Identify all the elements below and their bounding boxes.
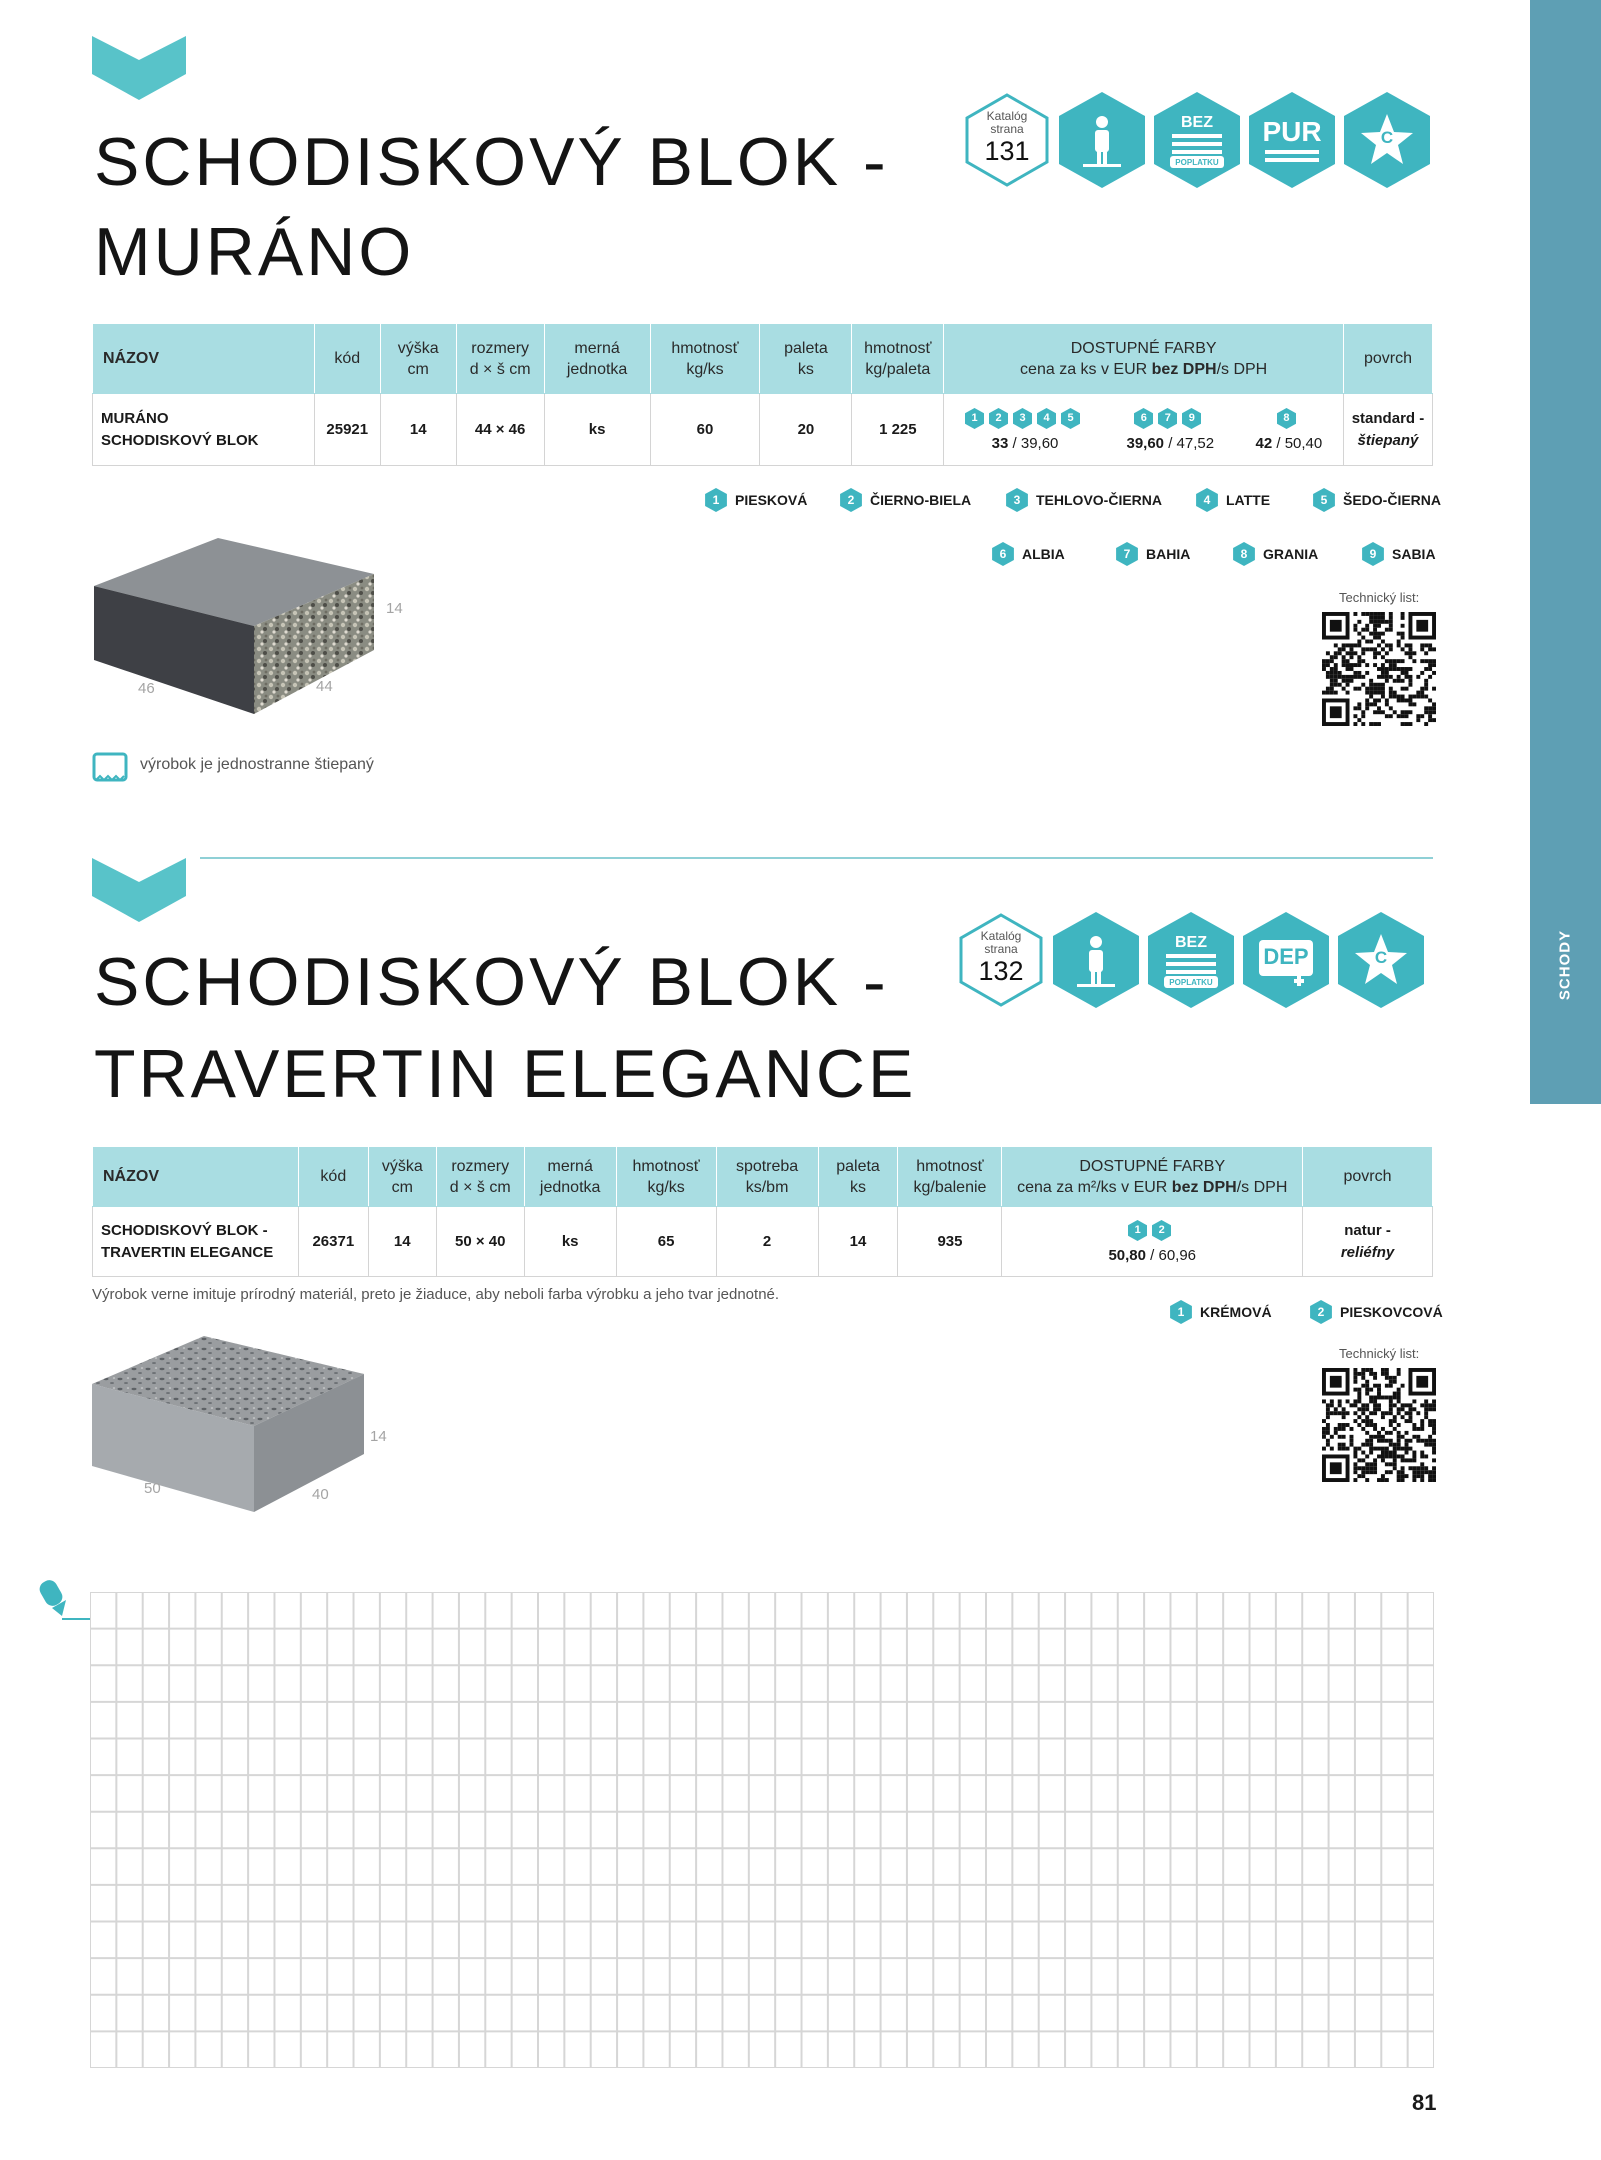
cell-hmotnost: 60 [650,394,760,466]
col-nazov: NÁZOV [93,324,315,394]
table-row [93,394,1433,466]
col-hmotnost-paleta: hmotnosť kg/paleta [852,324,944,394]
color-legend-item [1310,1300,1443,1324]
chevron-down-icon [92,858,186,922]
color-number-badge: 1 [1170,1300,1192,1324]
color-number-badge: 5 [1313,488,1335,512]
dim-length: 50 [144,1480,161,1497]
product2-title-line1: SCHODISKOVÝ BLOK - [94,944,889,1020]
color-number-badge: 1 [1128,1220,1147,1241]
cell-rozmery: 44 × 46 [456,394,544,466]
color-number-badge: 2 [1310,1300,1332,1324]
person-icon [1053,912,1139,1008]
cell-povrch: natur - reliéfny [1303,1207,1433,1277]
color-number-badge: 1 [705,488,727,512]
color-legend-item [840,488,971,512]
color-legend-item [1362,542,1436,566]
pencil-note-icon [32,1578,92,1628]
star-c-icon: C [1344,92,1430,188]
color-number-badge: 4 [1196,488,1218,512]
col-farby: DOSTUPNÉ FARBY cena za m²/ks v EUR bez DPH/s DPH [1002,1147,1303,1207]
color-number-badge: 3 [1013,408,1032,429]
dim-width: 40 [312,1486,329,1503]
dep-icon: DEP [1243,912,1329,1008]
color-legend-item [1196,488,1270,512]
col-spotreba: spotreba ks/bm [716,1147,818,1207]
cell-farby [944,394,1344,466]
cell-paleta: 20 [760,394,852,466]
color-number-badge: 8 [1277,408,1296,429]
color-legend-label: PIESKOVCOVÁ [1340,1304,1443,1320]
color-legend-label: ALBIA [1022,546,1065,562]
col-povrch: povrch [1343,324,1432,394]
col-paleta: paleta ks [760,324,852,394]
product2-spec-table [92,1146,1433,1277]
product2-title-line2: TRAVERTIN ELEGANCE [94,1036,917,1112]
notes-grid[interactable] [90,1592,1434,2068]
cell-hmotnost-paleta: 1 225 [852,394,944,466]
color-number-badge: 1 [965,408,984,429]
catalog-page-badge[interactable]: Katalóg strana 131 [964,92,1050,188]
catalog-page-number: 131 [984,136,1030,166]
color-legend-item [1170,1300,1272,1324]
color-number-badge: 2 [840,488,862,512]
col-rozmery: rozmery d × š cm [456,324,544,394]
color-number-badge: 6 [1134,408,1153,429]
color-number-badge: 3 [1006,488,1028,512]
color-legend-label: ŠEDO-ČIERNA [1343,492,1442,508]
col-hmotnost: hmotnosť kg/ks [650,324,760,394]
color-legend-label: BAHIA [1146,546,1191,562]
color-legend-item [1116,542,1190,566]
side-tab-label: SCHODY [1556,929,1574,1001]
qr-label: Technický list: [1339,1346,1420,1361]
color-legend-label: SABIA [1392,546,1436,562]
col-kod: kód [298,1147,368,1207]
dim-length: 46 [138,680,155,697]
color-number-badge: 4 [1037,408,1056,429]
color-legend-label: KRÉMOVÁ [1200,1304,1272,1320]
color-legend-item [705,488,807,512]
pur-icon: PUR [1249,92,1335,188]
cell-nazov: MURÁNO SCHODISKOVÝ BLOK [93,394,315,466]
color-legend-item [1313,488,1441,512]
side-tab[interactable] [1530,0,1601,1104]
cell-kod: 25921 [314,394,380,466]
cell-spotreba: 2 [716,1207,818,1277]
col-paleta: paleta ks [818,1147,898,1207]
cell-farby: 1 2 50,80 / 60,96 [1002,1207,1303,1277]
color-legend-label: LATTE [1226,492,1271,508]
color-number-badge: 7 [1158,408,1177,429]
section-divider [200,857,1433,859]
product1-title-line1: SCHODISKOVÝ BLOK - [94,124,889,200]
col-farby: DOSTUPNÉ FARBY cena za ks v EUR bez DPH/s DPH [944,324,1344,394]
col-rozmery: rozmery d × š cm [436,1147,524,1207]
color-number-badge: 9 [1362,542,1384,566]
qr-code-icon[interactable] [1322,612,1436,726]
color-number-badge: 2 [1152,1220,1171,1241]
dim-height: 14 [386,600,403,617]
product2-badges [958,912,1424,1008]
color-legend-label: PIESKOVÁ [735,492,808,508]
cell-kod: 26371 [298,1207,368,1277]
price-group-3: 8 42 / 50,40 [1256,408,1323,452]
product1-image [88,538,388,718]
color-number-badge: 5 [1061,408,1080,429]
col-hmotnost: hmotnosť kg/ks [616,1147,716,1207]
col-kod: kód [314,324,380,394]
cell-jednotka: ks [524,1207,616,1277]
price-group-2: 6 7 9 39,60 / 47,52 [1126,408,1214,452]
cell-hmotnost-balenie: 935 [898,1207,1002,1277]
cell-rozmery: 50 × 40 [436,1207,524,1277]
color-legend-item [1006,488,1162,512]
person-icon [1059,92,1145,188]
color-legend-label: ČIERNO-BIELA [870,492,972,508]
color-number-badge: 2 [989,408,1008,429]
catalog-page-badge[interactable]: Katalóg strana 132 [958,912,1044,1008]
star-c-icon: C [1338,912,1424,1008]
dim-width: 44 [316,678,333,695]
page-number: 81 [1412,2090,1437,2115]
color-number-badge: 6 [992,542,1014,566]
col-povrch: povrch [1303,1147,1433,1207]
cell-povrch: standard - štiepaný [1343,394,1432,466]
product2-image [88,1336,378,1516]
dim-height: 14 [370,1428,387,1445]
color-legend-item [1233,542,1318,566]
no-fee-pallet-icon: BEZ POPLATKU [1154,92,1240,188]
col-nazov: NÁZOV [93,1147,299,1207]
no-fee-pallet-icon: BEZ POPLATKU [1148,912,1234,1008]
cell-hmotnost: 65 [616,1207,716,1277]
color-number-badge: 9 [1182,408,1201,429]
table-row [93,1207,1433,1277]
color-number-badge: 8 [1233,542,1255,566]
col-merna: merná jednotka [524,1147,616,1207]
color-legend-item [992,542,1065,566]
chevron-down-icon [92,36,186,100]
qr-label: Technický list: [1339,590,1420,605]
col-hmotnost-balenie: hmotnosť kg/balenie [898,1147,1002,1207]
color-legend-label: TEHLOVO-ČIERNA [1036,492,1162,508]
cell-vyska: 14 [380,394,456,466]
col-vyska: výška cm [380,324,456,394]
product1-badges [964,92,1430,188]
catalog-page-number: 132 [978,956,1024,986]
color-number-badge: 7 [1116,542,1138,566]
disclaimer: Výrobok verne imituje prírodný materiál, preto je žiaduce, aby neboli farba výrobku a jeho tvar jednotné. [92,1286,780,1303]
product1-spec-table [92,323,1433,466]
split-note: výrobok je jednostranne štiepaný [140,756,374,773]
price-group-1: 1 2 3 4 5 33 / 39,60 [965,408,1085,452]
cell-nazov: SCHODISKOVÝ BLOK - TRAVERTIN ELEGANCE [93,1207,299,1277]
cell-vyska: 14 [368,1207,436,1277]
qr-code-icon[interactable] [1322,1368,1436,1482]
col-merna: merná jednotka [544,324,650,394]
col-vyska: výška cm [368,1147,436,1207]
cell-paleta: 14 [818,1207,898,1277]
cell-jednotka: ks [544,394,650,466]
color-legend-label: GRANIA [1263,546,1319,562]
product1-title-line2: MURÁNO [94,214,415,290]
split-face-icon [92,752,128,786]
